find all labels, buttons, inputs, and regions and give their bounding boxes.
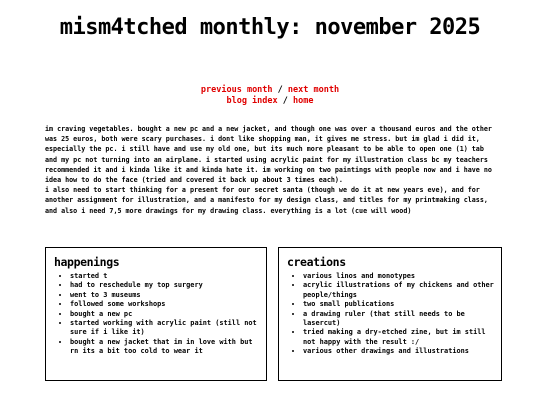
list-item: • various linos and monotypes: [303, 272, 495, 281]
intro-paragraph-2: i also need to start thinking for a present for our secret santa (though we do it at new years eve), and for another assignment for illustration, and a manifesto for my design class, and titles for my printmaking class, and also i need 7,5 more drawings for my drawing class. everything is a lot (cue will wood): [45, 186, 488, 215]
list-item: • followed some workshops: [70, 300, 260, 309]
page-title: mism4tched monthly: november 2025: [59, 15, 481, 40]
list-item: • started working with acrylic paint (still not sure if i like it): [70, 319, 260, 338]
list-item: • a drawing ruler (that still needs to be lasercut): [303, 310, 495, 329]
creations-box: [278, 247, 502, 381]
nav-separator: /: [277, 85, 283, 95]
nav-row-1: [0, 85, 540, 96]
creations-list: [287, 272, 495, 357]
list-item: • had to reschedule my top surgery: [70, 281, 260, 290]
intro-text: [45, 124, 495, 216]
list-item: • bought a new pc: [70, 310, 260, 319]
list-item: • went to 3 museums: [70, 291, 260, 300]
creations-heading: creations: [287, 255, 346, 269]
nav-row-2: [0, 96, 540, 107]
next-month-link[interactable]: next month: [287, 85, 340, 95]
blog-index-link[interactable]: blog index: [226, 96, 278, 106]
previous-month-link[interactable]: previous month: [200, 85, 273, 95]
list-item: • bought a new jacket that im in love with but rn its a bit too cold to wear it: [70, 338, 260, 357]
list-item: • acrylic illustrations of my chickens and other people/things: [303, 281, 495, 300]
intro-paragraph-1: im craving vegetables. bought a new pc and a new jacket, and though one was over a thousand euros and the other was 25 euros, both were scary purchases. i dont like shopping man, it gives me stress. but im glad i did it, especially the pc. i still have and use my old one, but its much more pleasant to be able to open one (1) tab and my pc not turning into an airplane. i started using acrylic paint for my illustration class bc my teachers recommended it and i kinda like it and kinda hate it. im working on two paintings with people now and i have no idea how to do the face (tried and covered it back up about 3 times each).: [45, 125, 492, 185]
happenings-heading: happenings: [54, 255, 120, 269]
happenings-list: [54, 272, 260, 357]
home-link[interactable]: home: [293, 96, 314, 106]
happenings-box: [45, 247, 267, 381]
nav-separator: /: [282, 96, 288, 106]
list-item: • started t: [70, 272, 260, 281]
list-item: • tried making a dry-etched zine, but im still not happy with the result :/: [303, 328, 495, 347]
list-item: • various other drawings and illustrations: [303, 347, 495, 356]
list-item: • two small publications: [303, 300, 495, 309]
navigation: [0, 85, 540, 107]
